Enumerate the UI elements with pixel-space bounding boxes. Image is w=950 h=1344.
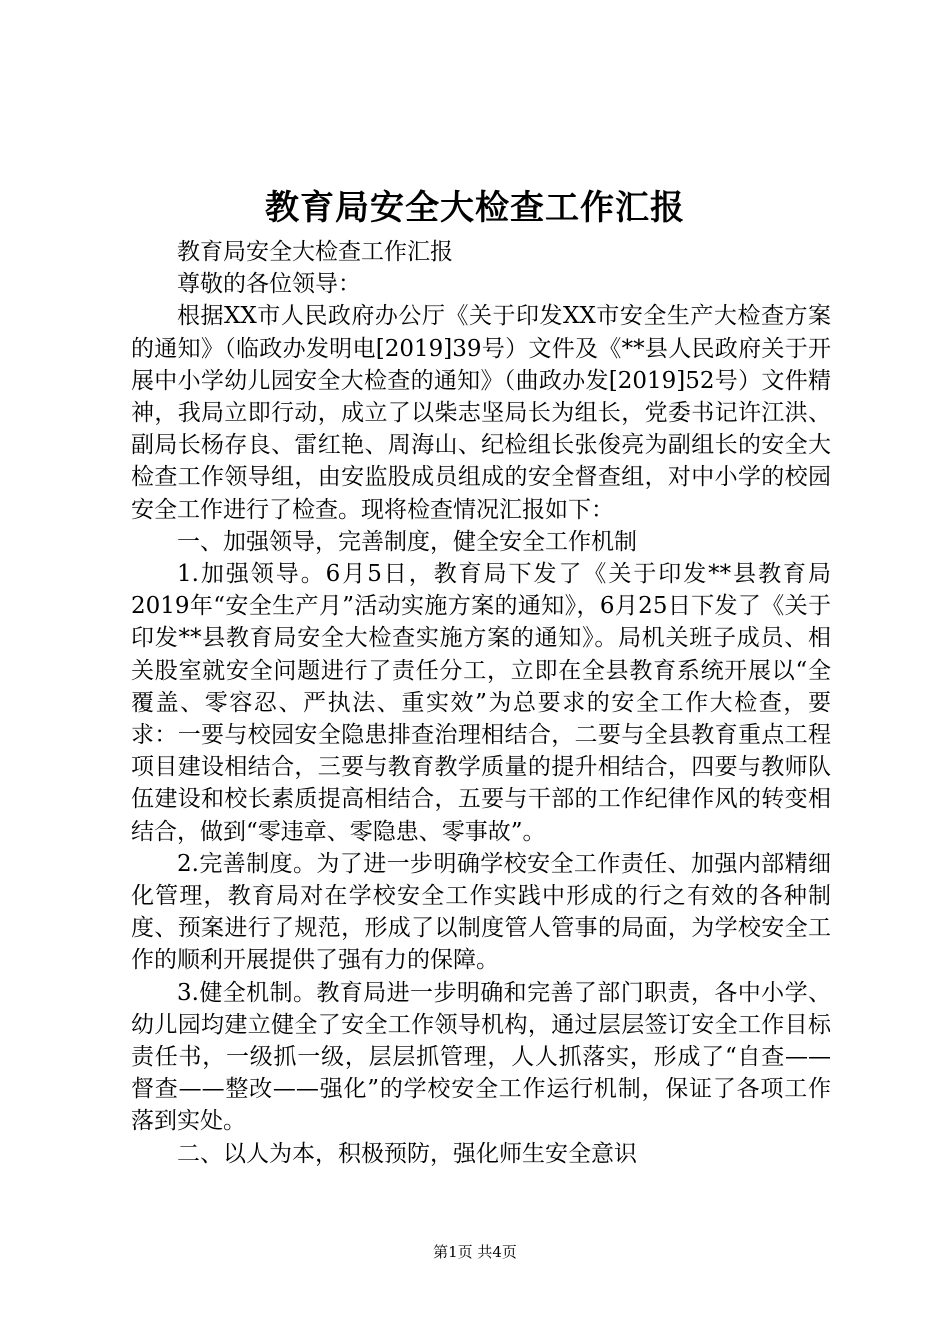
document-title: 教育局安全大检查工作汇报 [265, 188, 685, 228]
page-footer: 第1页 共4页 [433, 1243, 517, 1261]
paragraph-item-3: 3.健全机制。教育局进一步明确和完善了部门职责，各中小学、幼儿园均建立健全了安全工作领导机构，通过层层签订安全工作目标责任书，一级抓一级，层层抓管理，人人抓落实，形成了“自查——督查——整改——强化”的学校安全工作运行机制，保证了各项工作落到实处。 [131, 979, 831, 1135]
paragraph-intro: 根据XX市人民政府办公厅《关于印发XX市安全生产大检查方案的通知》（临政办发明电[2019]39号）文件及《**县人民政府关于开展中小学幼儿园安全大检查的通知》（曲政办发[2019]52号）文件精神，我局立即行动，成立了以柴志坚局长为组长，党委书记许江洪、副局长杨存良、雷红艳、周海山、纪检组长张俊亮为副组长的安全大检查工作领导组，由安监股成员组成的安全督查组，对中小学的校园安全工作进行了检查。现将检查情况汇报如下： [131, 303, 831, 523]
paragraph-heading: 教育局安全大检查工作汇报 [177, 239, 453, 265]
document-body [131, 236, 831, 1170]
paragraph-item-1: 1.加强领导。6月5日，教育局下发了《关于印发**县教育局2019年“安全生产月”活动实施方案的通知》，6月25日下发了《关于印发**县教育局安全大检查实施方案的通知》。局机关班子成员、相关股室就安全问题进行了责任分工，立即在全县教育系统开展以“全覆盖、零容忍、严执法、重实效”为总要求的安全工作大检查，要求：一要与校园安全隐患排查治理相结合，二要与全县教育重点工程项目建设相结合，三要与教育教学质量的提升相结合，四要与教师队伍建设和校长素质提高相结合，五要与干部的工作纪律作风的转变相结合，做到“零违章、零隐患、零事故”。 [131, 561, 831, 845]
section-heading-2: 二、以人为本，积极预防，强化师生安全意识 [177, 1140, 637, 1167]
paragraph-item-2: 2.完善制度。为了进一步明确学校安全工作责任、加强内部精细化管理，教育局对在学校安全工作实践中形成的行之有效的各种制度、预案进行了规范，形成了以制度管人管事的局面，为学校安全工作的顺利开展提供了强有力的保障。 [131, 850, 831, 974]
paragraph-salutation: 尊敬的各位领导： [177, 271, 361, 298]
section-heading-1: 一、加强领导，完善制度，健全安全工作机制 [177, 528, 637, 555]
